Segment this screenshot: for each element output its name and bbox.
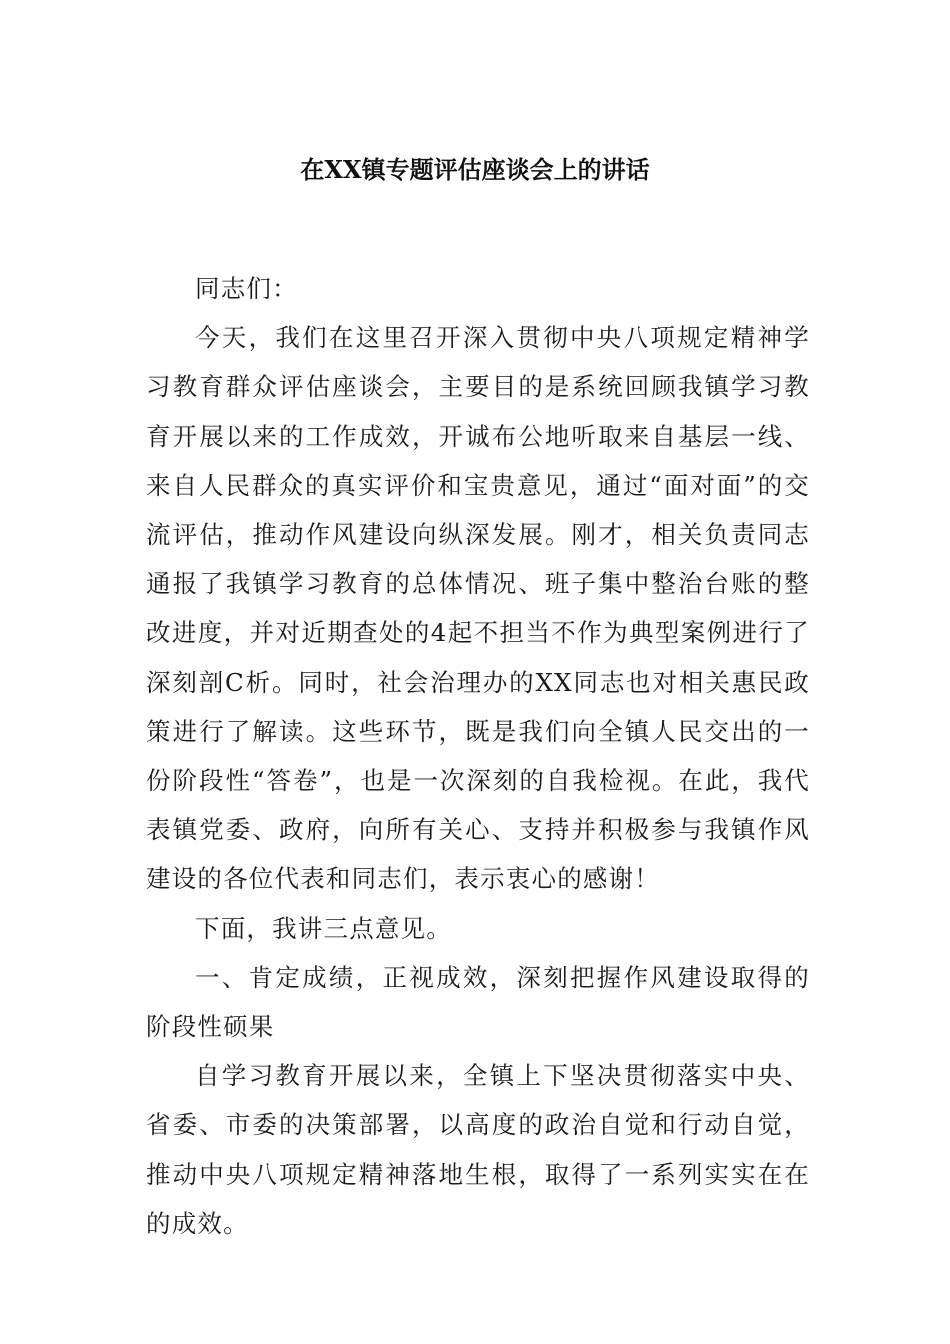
transition-paragraph: 下面，我讲三点意见。	[195, 913, 452, 943]
section-heading-1: 一、肯定成绩，正视成效，深刻把握作风建设取得的阶段性硕果	[146, 962, 810, 1042]
section-1-paragraph: 自学习教育开展以来，全镇上下坚决贯彻落实中央、省委、市委的决策部署，以高度的政治自觉和行动自觉，推动中央八项规定精神落地生根，取得了一系列实实在在的成效。	[146, 1061, 810, 1238]
intro-paragraph: 今天，我们在这里召开深入贯彻中央八项规定精神学习教育群众评估座谈会，主要目的是系统回顾我镇学习教育开展以来的工作成效，开诚布公地听取来自基层一线、来自人民群众的真实评价和宝贵意见，通过“面对面”的交流评估，推动作风建设向纵深发展。刚才，相关负责同志通报了我镇学习教育的总体情况、班子集中整治台账的整改进度，并对近期查处的4起不担当不作为典型案例进行了深刻剖C析。同时，社会治理办的XX同志也对相关惠民政策进行了解读。这些环节，既是我们向全镇人民交出的一份阶段性“答卷”，也是一次深刻的自我检视。在此，我代表镇党委、政府，向所有关心、支持并积极参与我镇作风建设的各位代表和同志们，表示衷心的感谢！	[146, 323, 810, 894]
salutation-paragraph: 同志们：	[195, 274, 298, 303]
document-title: 在XX镇专题评估座谈会上的讲话	[300, 155, 650, 184]
document-body	[146, 264, 810, 1248]
